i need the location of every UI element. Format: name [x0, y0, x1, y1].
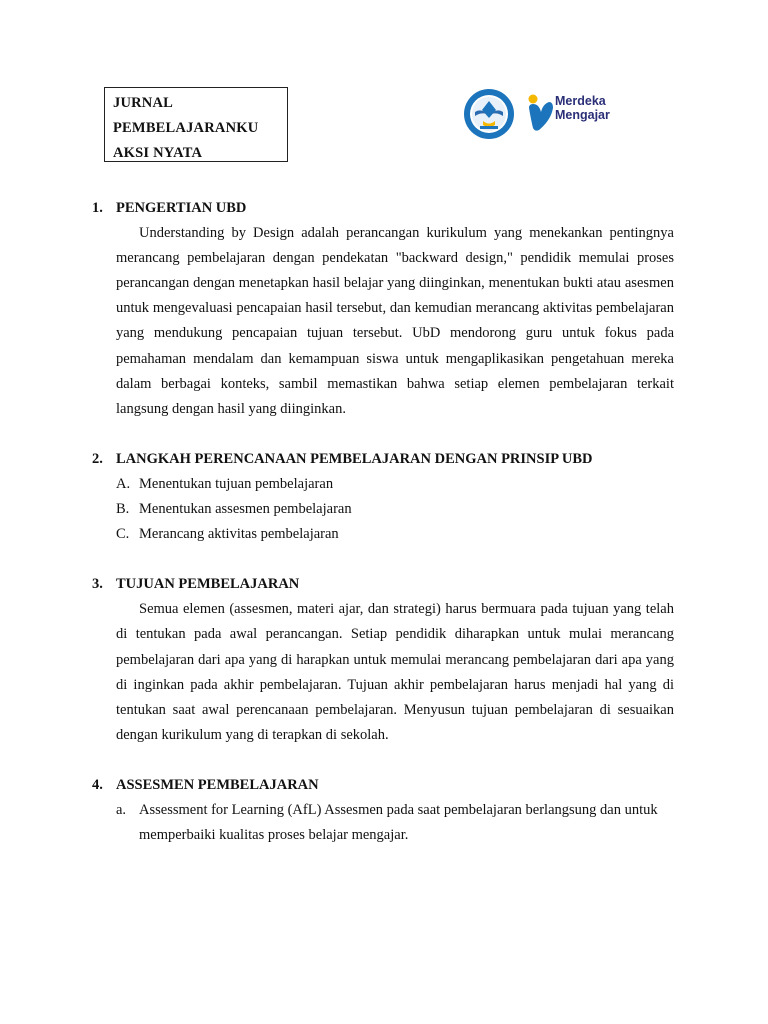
document-body [92, 196, 674, 848]
section-number: 2. [92, 450, 103, 467]
list-marker: C. [116, 526, 130, 543]
section-2 [92, 447, 674, 547]
section-title: PENGERTIAN UBD [116, 200, 247, 216]
title-line-1: JURNAL [113, 95, 174, 111]
list-text: Menentukan tujuan pembelajaran [139, 475, 334, 492]
section-title: TUJUAN PEMBELAJARAN [116, 576, 300, 593]
merdeka-label: Merdeka [555, 94, 606, 108]
section-heading [92, 447, 674, 472]
mengajar-label: Mengajar [555, 108, 610, 122]
section-number: 4. [92, 776, 103, 793]
section-1 [92, 196, 674, 422]
section-number: 1. [92, 200, 103, 216]
list-marker: B. [116, 501, 130, 518]
sub-list [116, 472, 674, 547]
list-marker: a. [116, 801, 127, 818]
list-item [116, 472, 674, 497]
section-heading [92, 773, 674, 798]
list-item [116, 798, 674, 848]
section-number: 3. [92, 576, 103, 593]
sub-list [116, 798, 674, 848]
tut-wuri-handayani-emblem-icon [463, 88, 515, 140]
title-line-2: PEMBELAJARANKU [113, 120, 259, 136]
merdeka-mengajar-wordmark [555, 94, 610, 122]
section-4 [92, 773, 674, 848]
list-text: Merancang aktivitas pembelajaran [139, 526, 339, 543]
list-text: Menentukan assesmen pembelajaran [139, 501, 352, 518]
merdeka-mengajar-logo-icon [525, 94, 555, 134]
section-heading [92, 196, 674, 221]
list-item [116, 522, 674, 547]
list-text: Assessment for Learning (AfL) Assesmen pada saat pembelajaran berlangsung dan untuk memperbaiki kualitas proses belajar mengajar. [139, 801, 658, 844]
list-item [116, 497, 674, 522]
section-title: LANGKAH PERENCANAAN PEMBELAJARAN DENGAN PRINSIP UBD [116, 450, 593, 467]
title-box [104, 87, 288, 162]
section-heading [92, 572, 674, 597]
section-title: ASSESMEN PEMBELAJARAN [116, 776, 319, 793]
list-marker: A. [116, 475, 131, 492]
section-paragraph: Understanding by Design adalah perancangan kurikulum yang menekankan pentingnya merancang pembelajaran dengan pendekatan "backward design," pendidik memulai proses perancangan dengan menetapkan hasil belajar yang diinginkan, menentukan bukti atau asesmen untuk mengevaluasi pencapaian hasil tersebut, dan kemudian merancang aktivitas pembelajaran yang mendukung pencapaian tujuan tersebut. UbD mendorong guru untuk fokus pada pemahaman mendalam dan kemampuan siswa untuk mengaplikasikan pengetahuan mereka dalam berbagai konteks, sambil memastikan bahwa setiap elemen pembelajaran terkait langsung dengan hasil yang diinginkan. [116, 225, 674, 417]
title-line-3: AKSI NYATA [113, 145, 203, 161]
section-3 [92, 572, 674, 748]
section-paragraph: Semua elemen (assesmen, materi ajar, dan strategi) harus bermuara pada tujuan yang telah di tentukan pada awal perancangan. Setiap pendidik diharapkan untuk mulai merancang pembelajaran dari apa yang di harapkan untuk memulai merancang pembelajaran dari apa yang di inginkan pada akhir pembelajaran. Tujuan akhir pembelajaran harus menjadi hal yang di tentukan saat awal perencanaan pembelajaran. Menyusun tujuan pembelajaran di sesuaikan dengan kurikulum yang di terapkan di sekolah. [116, 601, 674, 743]
header-logos [463, 88, 623, 140]
